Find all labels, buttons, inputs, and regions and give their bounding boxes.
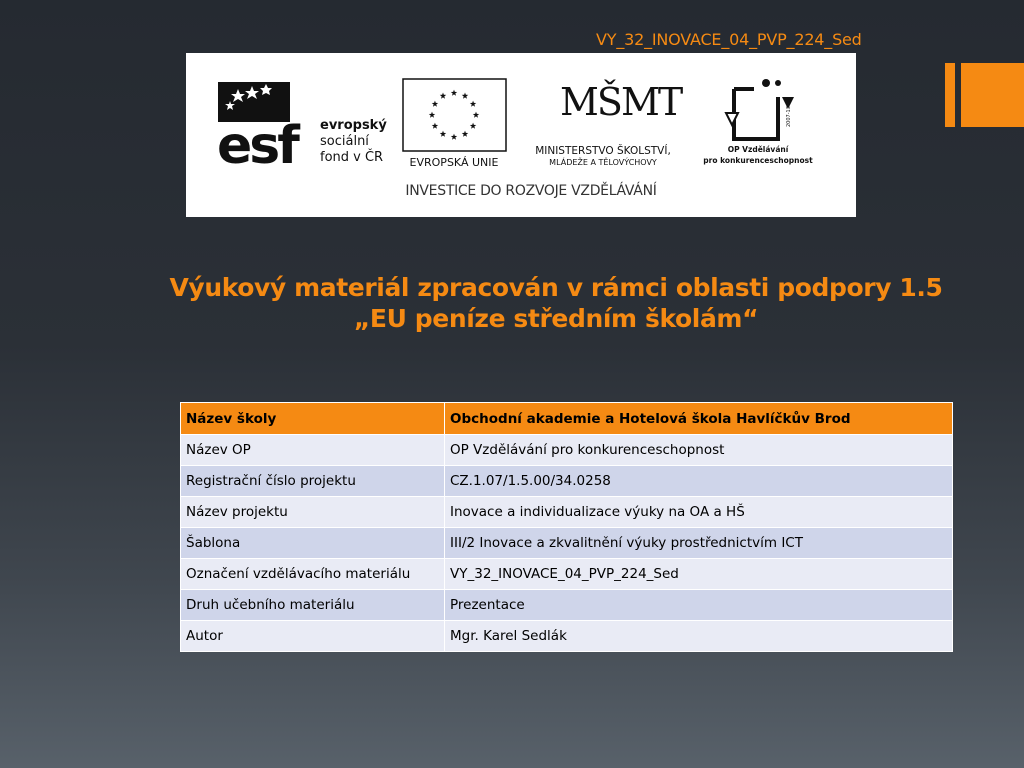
row-label: Autor: [181, 621, 445, 652]
msmt-logo: [535, 80, 683, 167]
msmt-text-line-2: MLÁDEŽE A TĚLOVÝCHOVY: [549, 158, 657, 167]
table-row: [181, 403, 953, 435]
row-label: Název školy: [181, 403, 445, 435]
op-logo: [703, 79, 813, 165]
row-value: VY_32_INOVACE_04_PVP_224_Sed: [445, 559, 953, 590]
row-value: III/2 Inovace a zkvalitnění výuky prostřednictvím ICT: [445, 528, 953, 559]
logo-banner-graphic: [186, 53, 856, 217]
msmt-text-line-1: MINISTERSTVO ŠKOLSTVÍ,: [535, 145, 671, 157]
op-years: 2007-13: [786, 106, 792, 127]
row-value: Inovace a individualizace výuky na OA a HŠ: [445, 497, 953, 528]
op-text-line-2: pro konkurenceschopnost: [703, 156, 813, 165]
esf-text-line-2: sociální: [320, 134, 369, 149]
esf-logo: [217, 82, 387, 176]
table-row: [181, 528, 953, 559]
op-frame-icon: [734, 89, 778, 139]
logo-banner: [186, 53, 856, 217]
headline-line-2: „EU peníze středním školám“: [353, 304, 759, 333]
headline: [140, 272, 972, 334]
headline-line-1: Výukový materiál zpracován v rámci oblasti podpory 1.5: [169, 273, 943, 302]
row-label: Druh učebního materiálu: [181, 590, 445, 621]
esf-text-line-3: fond v ČR: [320, 150, 384, 165]
investment-slogan: INVESTICE DO ROZVOJE VZDĚLÁVÁNÍ: [405, 183, 657, 199]
esf-text-line-1: evropský: [320, 118, 387, 133]
document-code: VY_32_INOVACE_04_PVP_224_Sed: [596, 30, 862, 49]
table-row: [181, 466, 953, 497]
row-label: Šablona: [181, 528, 445, 559]
msmt-mark: MŠMT: [560, 80, 682, 124]
table-row: [181, 435, 953, 466]
project-info-table: [180, 402, 953, 652]
row-label: Registrační číslo projektu: [181, 466, 445, 497]
table-row: [181, 590, 953, 621]
table-row: [181, 559, 953, 590]
row-value: Prezentace: [445, 590, 953, 621]
row-value: Obchodní akademie a Hotelová škola Havlíčkův Brod: [445, 403, 953, 435]
row-value: Mgr. Karel Sedlák: [445, 621, 953, 652]
accent-bar-thick: [961, 63, 1024, 127]
accent-bars-decoration: [945, 63, 1024, 127]
row-value: OP Vzdělávání pro konkurenceschopnost: [445, 435, 953, 466]
eu-label: EVROPSKÁ UNIE: [409, 156, 499, 169]
row-label: Název OP: [181, 435, 445, 466]
esf-mark: esf: [217, 116, 297, 176]
op-text-line-1: OP Vzdělávání: [727, 145, 789, 154]
table-row: [181, 621, 953, 652]
project-info-table-body: [181, 403, 953, 652]
eu-flag-logo: [403, 79, 506, 169]
table-row: [181, 497, 953, 528]
accent-bar-thin: [945, 63, 955, 127]
row-value: CZ.1.07/1.5.00/34.0258: [445, 466, 953, 497]
row-label: Označení vzdělávacího materiálu: [181, 559, 445, 590]
row-label: Název projektu: [181, 497, 445, 528]
